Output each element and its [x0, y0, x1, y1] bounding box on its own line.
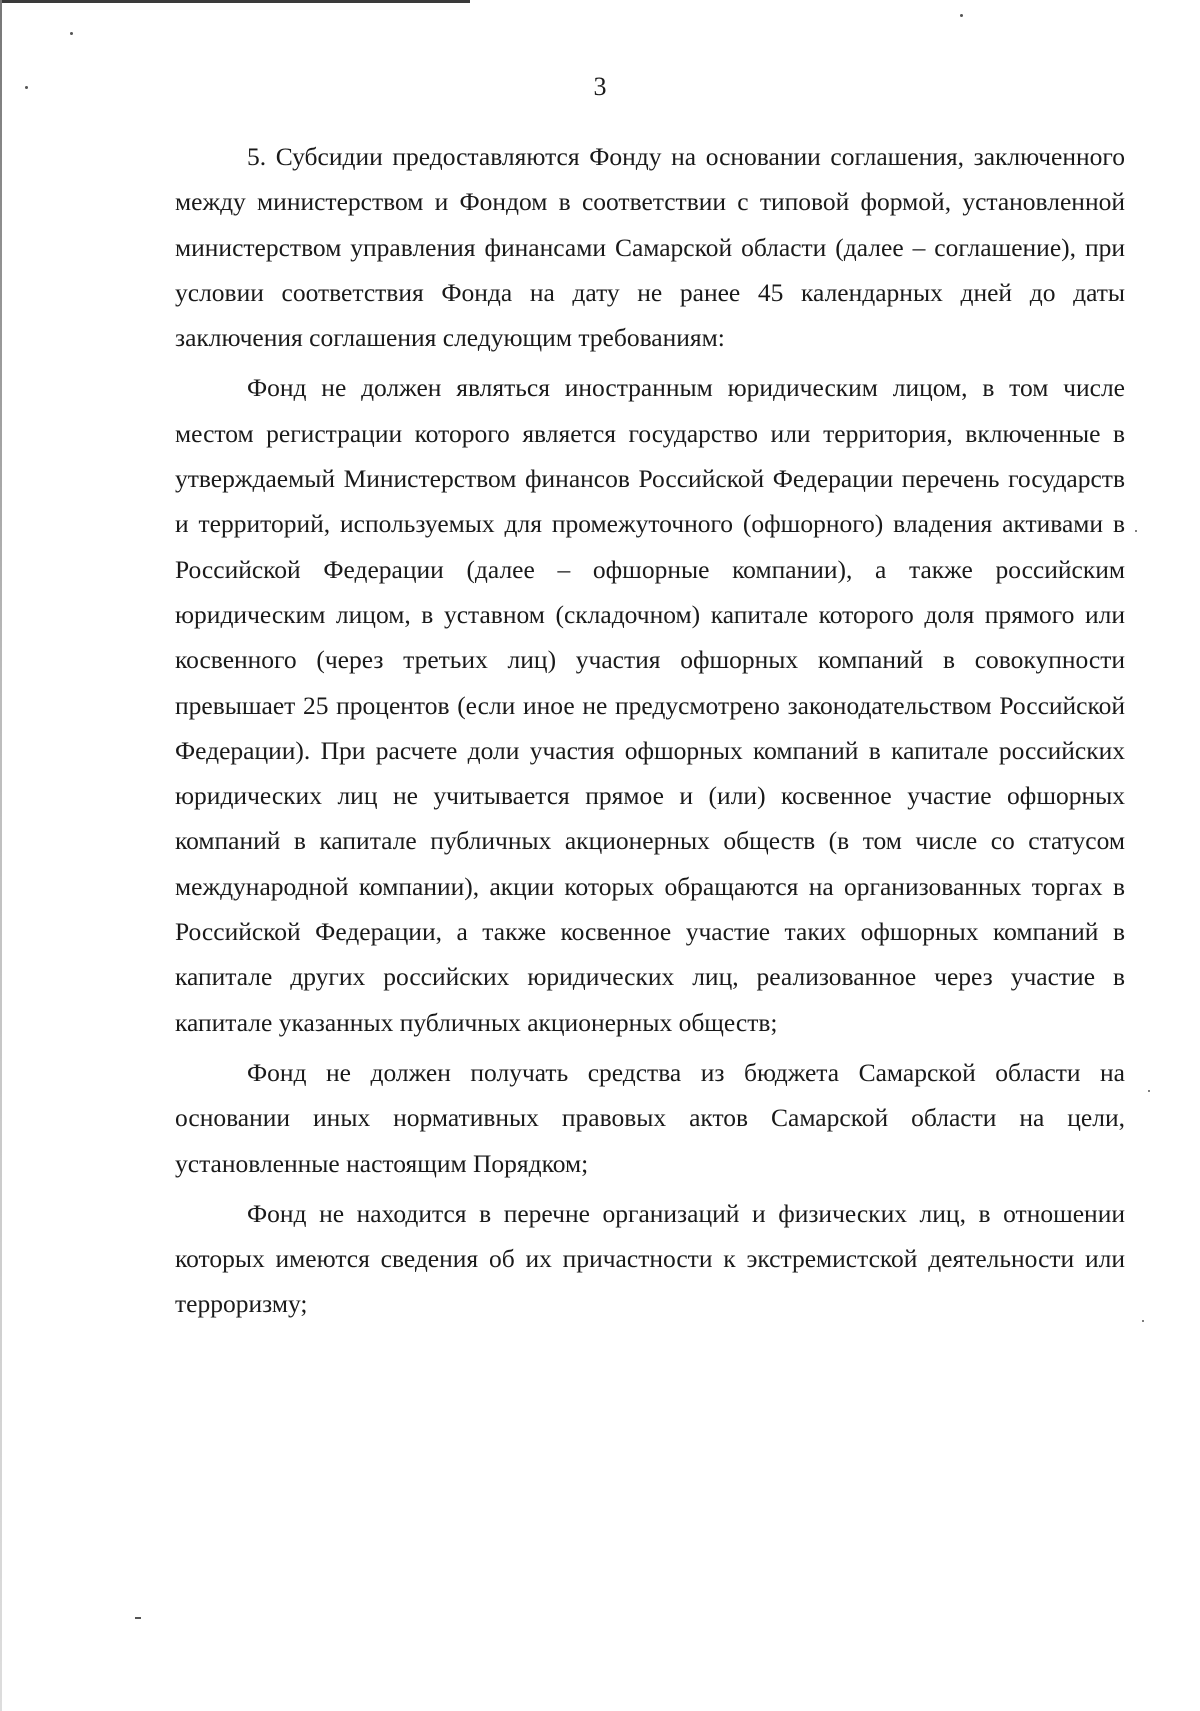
scan-speck — [1135, 530, 1137, 532]
paragraph-extremism-list-requirement: Фонд не находится в перечне организаций и физических лиц, в отношении которых имеются сведения об их причастности к экстремистской деятельности или терроризму; — [175, 1198, 1125, 1319]
paragraph-subsidy-conditions: 5. Субсидии предоставляются Фонду на основании соглашения, заключенного между министерством и Фондом в соответствии с типовой формой, установленной министерством управления финансами Самарской области (далее – соглашение), при условии соответствия Фонда на дату не ранее 45 календарных дней до даты заключения соглашения следующим требованиям: — [175, 142, 1125, 353]
document-body — [175, 134, 1125, 1327]
paragraph-budget-funds-requirement: Фонд не должен получать средства из бюджета Самарской области на основании иных нормативных правовых актов Самарской области на цели, установленные настоящим Порядком; — [175, 1057, 1125, 1178]
scan-left-edge — [0, 0, 2, 1711]
paragraph-offshore-requirement: Фонд не должен являться иностранным юридическим лицом, в том числе местом регистрации которого является государство или территория, включенные в утверждаемый Министерством финансов Российской Федерации перечень государств и территорий, используемых для промежуточного (офшорного) владения активами в Российской Федерации (далее – офшорные компании), а также российским юридическим лицом, в уставном (складочном) капитале которого доля прямого или косвенного (через третьих лиц) участия офшорных компаний в совокупности превышает 25 процентов (если иное не предусмотрено законодательством Российской Федерации). При расчете доли участия офшорных компаний в капитале российских юридических лиц не учитывается прямое и (или) косвенное участие офшорных компаний в капитале публичных акционерных обществ (в том числе со статусом международной компании), акции которых обращаются на организованных торгах в Российской Федерации, а также косвенное участие таких офшорных компаний в капитале других российских юридических лиц, реализованное через участие в капитале указанных публичных акционерных обществ; — [175, 373, 1125, 1037]
scan-speck — [135, 1617, 141, 1619]
scan-speck — [1142, 1320, 1144, 1322]
scan-speck — [960, 14, 963, 17]
scan-speck — [1148, 1090, 1150, 1092]
page-number: 3 — [593, 72, 607, 101]
scan-speck — [25, 86, 28, 89]
scan-speck — [70, 32, 73, 35]
scan-top-line — [0, 0, 470, 3]
